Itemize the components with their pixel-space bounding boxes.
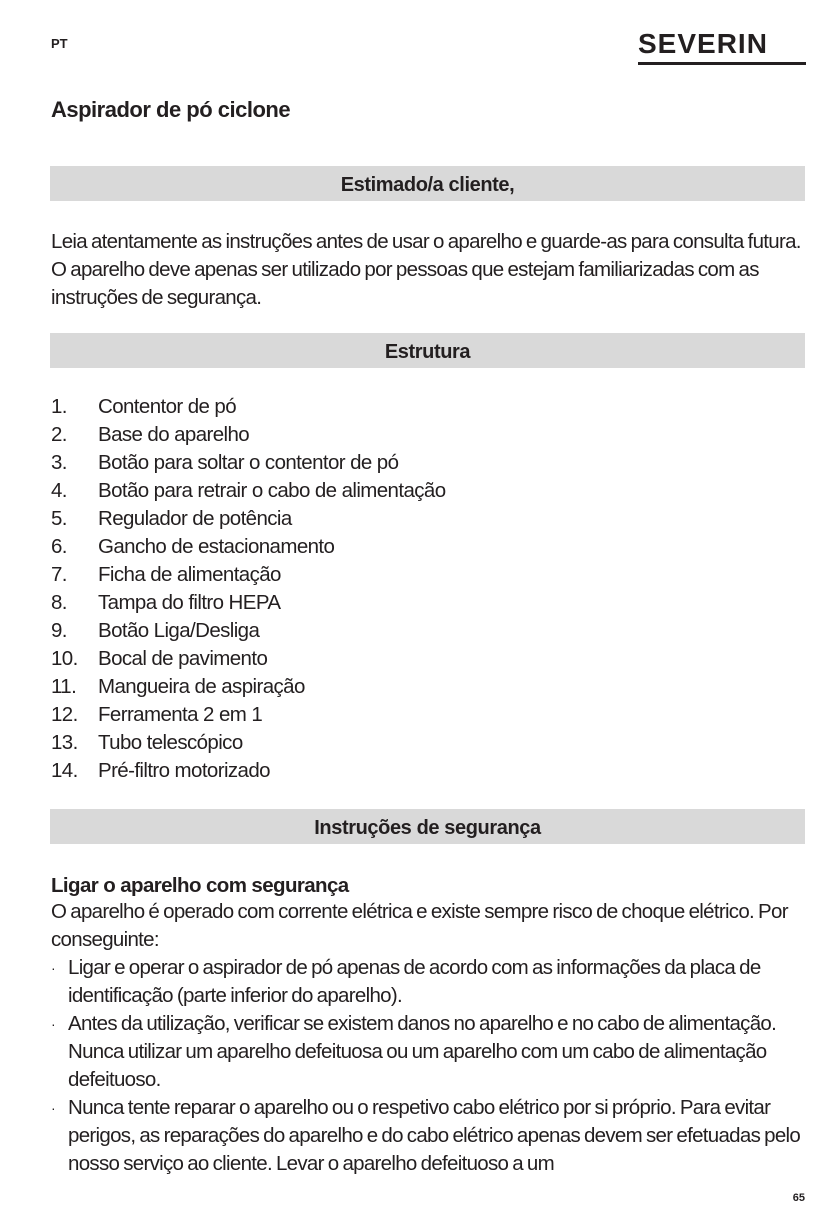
safety-intro-paragraph: O aparelho é operado com corrente elétrica e existe sempre risco de choque elétrico. Por conseguinte: [51,900,788,951]
item-label: Mangueira de aspiração [98,675,305,698]
list-item [51,1094,811,1178]
safety-subheading: Ligar o aparelho com segurança [51,874,349,897]
list-item [51,449,446,477]
brand-logo: SEVERIN [638,26,806,65]
list-item [51,701,446,729]
item-label: Contentor de pó [98,395,237,418]
bullet-icon: · [51,1100,55,1116]
list-item [51,729,446,757]
bullet-icon: · [51,960,55,976]
list-item [51,421,446,449]
item-label: Botão para retrair o cabo de alimentação [98,479,446,502]
greeting-paragraph: Leia atentamente as instruções antes de usar o aparelho e guarde-as para consulta futura. O aparelho deve apenas ser utilizado por pessoas que estejam familiarizadas com as instruções de segurança. [51,230,801,309]
item-label: Ficha de alimentação [98,563,281,586]
item-label: Tubo telescópico [98,731,243,754]
item-number: 9. [51,619,67,642]
bullet-text: Nunca tente reparar o aparelho ou o respetivo cabo elétrico por si próprio. Para evitar perigos, as reparações do aparelho e do cabo elétrico apenas devem ser efetuadas pelo nosso serviço ao cliente. Levar o aparelho defeituoso a um [68,1096,801,1175]
item-label: Botão Liga/Desliga [98,619,260,642]
item-label: Ferramenta 2 em 1 [98,703,263,726]
bullet-text: Antes da utilização, verificar se existem danos no aparelho e no cabo de alimentação. Nunca utilizar um aparelho defeituosa ou um aparelho com um cabo de alimentação defeituoso. [68,1012,777,1091]
item-number: 6. [51,535,67,558]
list-item [51,393,446,421]
structure-list [51,393,446,785]
list-item [51,757,446,785]
bullet-text: Ligar e operar o aspirador de pó apenas de acordo com as informações da placa de identificação (parte inferior do aparelho). [68,956,761,1007]
list-item [51,673,446,701]
list-item [51,477,446,505]
item-number: 2. [51,423,67,446]
item-number: 3. [51,451,67,474]
safety-bullet-list [51,954,811,1178]
item-label: Pré-filtro motorizado [98,759,270,782]
item-number: 12. [51,703,78,726]
language-code: PT [51,36,68,51]
list-item [51,954,811,1010]
section-heading-structure: Estrutura [50,333,805,368]
item-label: Base do aparelho [98,423,250,446]
item-number: 7. [51,563,67,586]
item-number: 14. [51,759,78,782]
list-item [51,561,446,589]
list-item [51,589,446,617]
list-item [51,533,446,561]
item-number: 4. [51,479,67,502]
list-item [51,505,446,533]
item-number: 8. [51,591,67,614]
bullet-icon: · [51,1016,55,1032]
list-item [51,617,446,645]
list-item [51,645,446,673]
item-number: 10. [51,647,78,670]
page-number: 65 [792,1192,805,1204]
item-label: Regulador de potência [98,507,292,530]
item-label: Botão para soltar o contentor de pó [98,451,399,474]
item-label: Bocal de pavimento [98,647,268,670]
list-item [51,1010,811,1094]
document-title: Aspirador de pó ciclone [51,97,291,122]
item-number: 13. [51,731,78,754]
section-heading-greeting: Estimado/a cliente, [50,166,805,201]
item-label: Tampa do filtro HEPA [98,591,281,614]
item-number: 1. [51,395,67,418]
item-label: Gancho de estacionamento [98,535,335,558]
section-heading-safety: Instruções de segurança [50,809,805,844]
item-number: 5. [51,507,67,530]
item-number: 11. [51,675,77,698]
